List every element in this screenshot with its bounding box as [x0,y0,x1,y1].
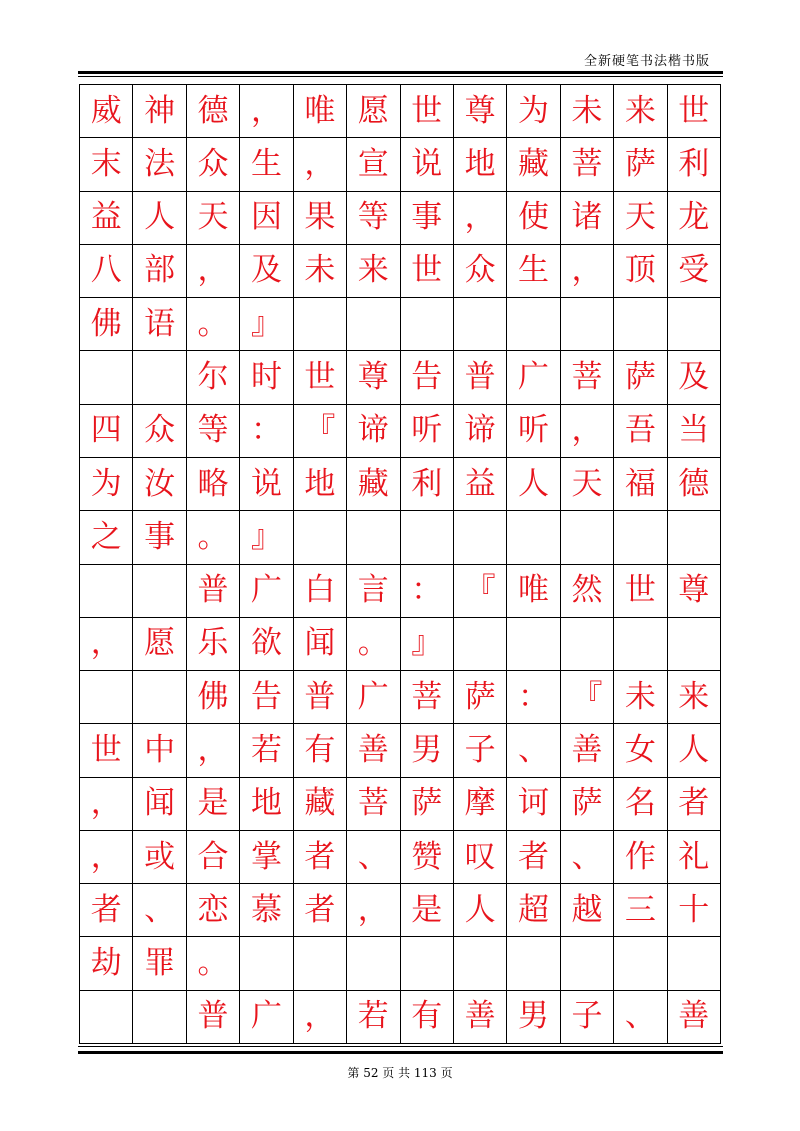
grid-cell: 』 [240,511,293,564]
grid-cell [614,298,667,351]
grid-cell: 听 [401,405,454,458]
grid-cell [507,298,560,351]
grid-cell: ， [561,405,614,458]
grid-cell: ， [240,85,293,138]
grid-cell: 』 [240,298,293,351]
grid-cell: 萨 [401,778,454,831]
grid-cell: 为 [80,458,133,511]
grid-cell: 。 [187,937,240,990]
grid-cell: 、 [507,724,560,777]
grid-cell: 『 [561,671,614,724]
grid-cell: 名 [614,778,667,831]
grid-cell: 者 [294,884,347,937]
grid-cell: 男 [401,724,454,777]
grid-cell: 藏 [294,778,347,831]
grid-cell: 唯 [507,565,560,618]
grid-cell: 言 [347,565,400,618]
grid-cell: 生 [240,138,293,191]
grid-cell: 来 [668,671,721,724]
grid-cell: 果 [294,192,347,245]
grid-cell: 欲 [240,618,293,671]
grid-cell [454,937,507,990]
grid-cell [294,511,347,564]
grid-cell: 乐 [187,618,240,671]
grid-cell: 普 [187,565,240,618]
grid-cell: 听 [507,405,560,458]
grid-cell [507,937,560,990]
grid-cell [614,511,667,564]
grid-cell: 。 [187,511,240,564]
grid-cell [668,937,721,990]
grid-cell: 众 [133,405,186,458]
grid-cell: 是 [401,884,454,937]
grid-cell: 诸 [561,192,614,245]
grid-cell: 者 [507,831,560,884]
grid-cell: 佛 [80,298,133,351]
grid-cell: 叹 [454,831,507,884]
grid-cell: 菩 [401,671,454,724]
grid-cell: 当 [668,405,721,458]
grid-cell: 说 [401,138,454,191]
grid-cell: 众 [454,245,507,298]
grid-cell: ， [80,778,133,831]
grid-cell: 顶 [614,245,667,298]
grid-cell: 广 [240,565,293,618]
grid-cell: 普 [187,991,240,1044]
grid-cell: 广 [507,351,560,404]
grid-cell: 略 [187,458,240,511]
grid-cell: ： [401,565,454,618]
grid-cell: 未 [561,85,614,138]
grid-cell: 尊 [454,85,507,138]
grid-cell: 之 [80,511,133,564]
grid-cell [668,618,721,671]
grid-cell: 萨 [454,671,507,724]
grid-cell: 藏 [347,458,400,511]
grid-cell [561,618,614,671]
grid-cell: 来 [347,245,400,298]
calligraphy-grid [79,84,721,1044]
footer-rule-thick [78,1051,723,1054]
grid-cell: 世 [294,351,347,404]
grid-cell [347,298,400,351]
grid-cell: 事 [401,192,454,245]
grid-cell: 四 [80,405,133,458]
grid-cell: ， [187,724,240,777]
grid-cell [561,298,614,351]
grid-cell: 尔 [187,351,240,404]
grid-cell: 地 [240,778,293,831]
grid-cell: 有 [401,991,454,1044]
grid-cell [294,937,347,990]
grid-cell: 龙 [668,192,721,245]
grid-cell: 部 [133,245,186,298]
grid-cell: 普 [454,351,507,404]
grid-cell: 者 [294,831,347,884]
grid-cell: 众 [187,138,240,191]
grid-cell: 。 [347,618,400,671]
grid-cell: 及 [668,351,721,404]
page-number: 第 52 页 共 113 页 [347,1066,453,1080]
grid-cell [668,298,721,351]
grid-cell: 者 [668,778,721,831]
grid-cell: 藏 [507,138,560,191]
grid-cell: 普 [294,671,347,724]
grid-cell: 尊 [347,351,400,404]
grid-cell: 人 [668,724,721,777]
grid-cell [561,937,614,990]
grid-cell [614,618,667,671]
grid-cell: 中 [133,724,186,777]
grid-cell: 菩 [347,778,400,831]
grid-cell: 汝 [133,458,186,511]
grid-cell: 有 [294,724,347,777]
grid-cell: 男 [507,991,560,1044]
grid-cell: 闻 [133,778,186,831]
grid-cell: 人 [133,192,186,245]
grid-cell: 越 [561,884,614,937]
grid-cell: 超 [507,884,560,937]
grid-cell: ： [240,405,293,458]
grid-cell [240,937,293,990]
grid-cell: 世 [80,724,133,777]
grid-cell: 语 [133,298,186,351]
grid-cell: 为 [507,85,560,138]
grid-cell: 恋 [187,884,240,937]
grid-cell: 宣 [347,138,400,191]
grid-cell: ， [294,991,347,1044]
grid-cell [614,937,667,990]
header-rule-thin [78,76,723,77]
grid-cell: 德 [187,85,240,138]
grid-cell [401,937,454,990]
grid-cell: 广 [347,671,400,724]
grid-cell: 、 [561,831,614,884]
grid-cell: 或 [133,831,186,884]
grid-cell: 合 [187,831,240,884]
grid-cell [454,511,507,564]
grid-cell: 天 [187,192,240,245]
grid-cell: 谛 [347,405,400,458]
grid-cell: 法 [133,138,186,191]
grid-cell: 作 [614,831,667,884]
grid-cell: 使 [507,192,560,245]
grid-cell [347,511,400,564]
grid-cell: ， [80,618,133,671]
grid-cell [133,991,186,1044]
grid-cell: 吾 [614,405,667,458]
grid-cell: 、 [614,991,667,1044]
grid-cell: 人 [454,884,507,937]
grid-cell: 益 [454,458,507,511]
grid-cell: 及 [240,245,293,298]
grid-cell: 、 [347,831,400,884]
grid-cell [668,511,721,564]
grid-cell: 善 [454,991,507,1044]
grid-cell: 未 [294,245,347,298]
grid-cell: 罪 [133,937,186,990]
grid-cell: 善 [347,724,400,777]
grid-cell: 闻 [294,618,347,671]
grid-cell [401,298,454,351]
grid-cell [454,298,507,351]
grid-cell: 告 [240,671,293,724]
grid-cell: 子 [561,991,614,1044]
grid-cell: 愿 [347,85,400,138]
grid-cell: 世 [668,85,721,138]
grid-cell: ， [454,192,507,245]
grid-cell [507,511,560,564]
grid-cell: 末 [80,138,133,191]
grid-cell: 天 [614,192,667,245]
grid-cell: 八 [80,245,133,298]
grid-cell: 世 [401,85,454,138]
grid-cell: 摩 [454,778,507,831]
grid-cell: 世 [614,565,667,618]
grid-cell: 益 [80,192,133,245]
grid-cell: 谛 [454,405,507,458]
grid-cell: 来 [614,85,667,138]
grid-cell: 十 [668,884,721,937]
grid-cell: 菩 [561,351,614,404]
grid-cell: 『 [294,405,347,458]
grid-cell [454,618,507,671]
grid-cell: ， [347,884,400,937]
grid-cell: 菩 [561,138,614,191]
grid-cell: 萨 [614,138,667,191]
grid-cell: 愿 [133,618,186,671]
grid-cell [80,671,133,724]
grid-cell [347,937,400,990]
grid-cell [80,351,133,404]
grid-cell: 子 [454,724,507,777]
grid-cell: 地 [454,138,507,191]
grid-cell: 时 [240,351,293,404]
grid-cell: 未 [614,671,667,724]
header-rule-thick [78,71,723,74]
grid-cell: 神 [133,85,186,138]
grid-cell [507,618,560,671]
grid-cell: 礼 [668,831,721,884]
grid-cell: 利 [668,138,721,191]
grid-cell: 。 [187,298,240,351]
grid-cell: 劫 [80,937,133,990]
grid-cell: 掌 [240,831,293,884]
grid-cell: 是 [187,778,240,831]
grid-cell: 广 [240,991,293,1044]
grid-cell: 等 [347,192,400,245]
grid-cell [561,511,614,564]
grid-cell [80,991,133,1044]
grid-cell: 赞 [401,831,454,884]
grid-cell: 生 [507,245,560,298]
grid-cell: 等 [187,405,240,458]
header-title: 全新硬笔书法楷书版 [583,54,710,69]
grid-cell: 白 [294,565,347,618]
grid-cell: 善 [668,991,721,1044]
grid-cell: 三 [614,884,667,937]
grid-cell: 』 [401,618,454,671]
grid-cell: 世 [401,245,454,298]
grid-cell: 事 [133,511,186,564]
grid-cell: 女 [614,724,667,777]
grid-cell: 利 [401,458,454,511]
grid-cell: 慕 [240,884,293,937]
grid-cell: 萨 [614,351,667,404]
grid-cell [80,565,133,618]
grid-cell: 唯 [294,85,347,138]
grid-cell: ， [561,245,614,298]
grid-cell: 德 [668,458,721,511]
grid-cell: 尊 [668,565,721,618]
grid-cell [133,671,186,724]
grid-cell: ， [294,138,347,191]
grid-cell: 人 [507,458,560,511]
grid-cell: 萨 [561,778,614,831]
grid-cell: 佛 [187,671,240,724]
grid-cell: 然 [561,565,614,618]
grid-cell: 若 [240,724,293,777]
grid-cell: 告 [401,351,454,404]
grid-cell [294,298,347,351]
grid-cell: 因 [240,192,293,245]
grid-cell: 『 [454,565,507,618]
grid-cell: 威 [80,85,133,138]
grid-cell: 若 [347,991,400,1044]
grid-cell: ， [80,831,133,884]
grid-cell: 诃 [507,778,560,831]
grid-cell: 天 [561,458,614,511]
grid-cell [133,565,186,618]
grid-cell: ， [187,245,240,298]
footer-rule-thin [78,1046,723,1047]
grid-cell: 福 [614,458,667,511]
grid-cell: 地 [294,458,347,511]
grid-cell: 、 [133,884,186,937]
grid-cell: 者 [80,884,133,937]
grid-cell: 受 [668,245,721,298]
grid-cell: ： [507,671,560,724]
grid-cell: 善 [561,724,614,777]
grid-cell: 说 [240,458,293,511]
grid-cell [401,511,454,564]
grid-cell [133,351,186,404]
